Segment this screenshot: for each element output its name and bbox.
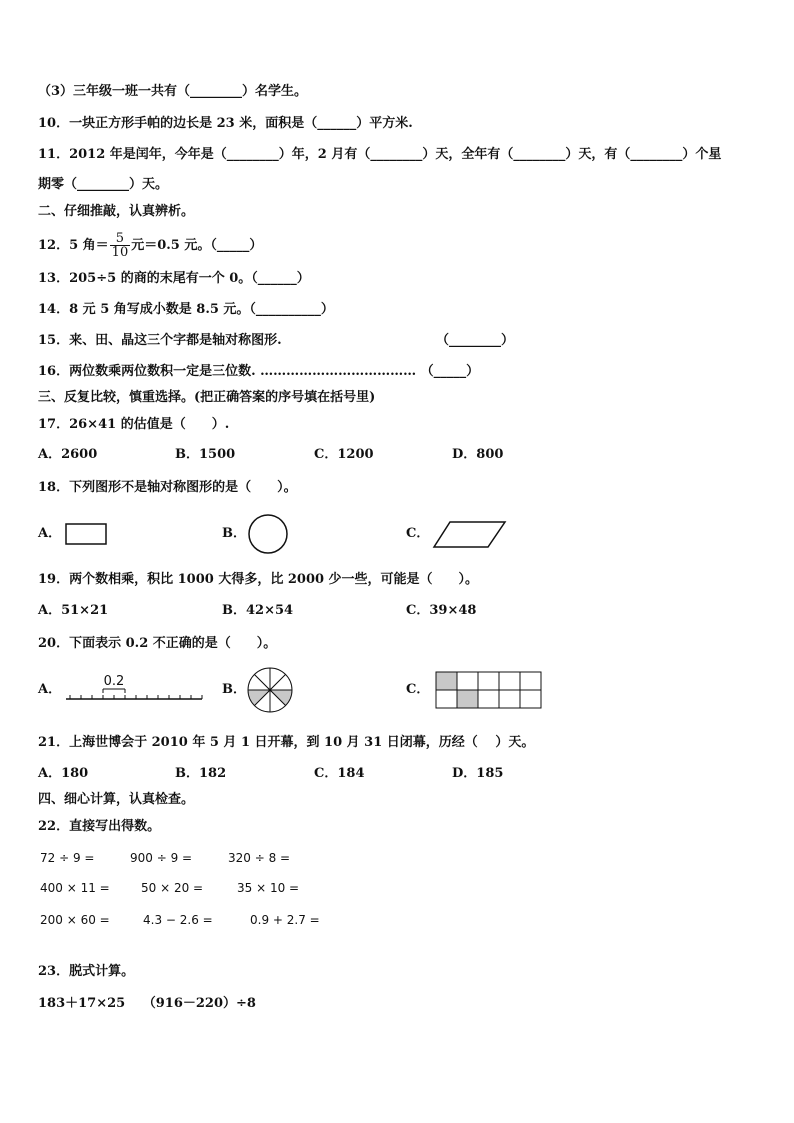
question-19: 19．两个数相乘，积比 1000 大得多，比 2000 少一些，可能是（ ）。 [38,572,479,587]
calc-expression: 4.3 − 2.6 = [143,913,213,927]
calc-expression: 50 × 20 = [141,881,204,895]
q18-label-c: C． [406,526,430,541]
section-3-heading: 三、反复比较，慎重选择。(把正确答案的序号填在括号里) [38,390,376,405]
section-2-heading: 二、仔细推敲，认真辨析。 [38,204,195,219]
grid-rectangle [434,670,546,710]
q18-label-a: A． [38,526,62,541]
pie-circle [246,666,294,714]
grid-cell [457,672,478,690]
q9-part3: （3）三年级一班一共有（________）名学生。 [38,84,308,99]
calc-expression: 35 × 10 = [237,881,300,895]
question-16: 16．两位数乘两位数积一定是三位数. ……………………………… （_____） [38,364,480,379]
calc-expression: 320 ÷ 8 = [228,851,291,865]
q20-label-a: A． [38,682,62,697]
calc-expression: 200 × 60 = [40,913,110,927]
question-18: 18．下列图形不是轴对称图形的是（ ）。 [38,480,297,495]
question-20: 20．下面表示 0.2 不正确的是（ ）。 [38,636,277,651]
grid-cell [436,672,457,690]
q21-option-c: C．184 [314,766,365,781]
parallelogram-shape [432,520,508,550]
question-15: 15．来、田、晶这三个字都是轴对称图形. [38,333,282,348]
q17-option-d: D．800 [452,447,504,462]
question-23: 23．脱式计算。 [38,964,135,979]
q15-answer-blank: （________） [436,333,515,348]
q12-numerator: 5 [110,232,131,246]
grid-cell [457,690,478,708]
calc-expression: 900 ÷ 9 = [130,851,193,865]
calc-expression: 72 ÷ 9 = [40,851,95,865]
q20-label-c: C． [406,682,430,697]
question-10: 10．一块正方形手帕的边长是 23 米，面积是（______）平方米. [38,116,413,131]
grid-cell [499,672,520,690]
grid-cell [478,690,499,708]
q12-fraction [110,232,131,259]
q19-option-b: B．42×54 [222,603,294,618]
question-14: 14．8 元 5 角写成小数是 8.5 元。（__________） [38,302,334,317]
grid-cell [520,690,541,708]
q12-denominator: 10 [111,245,129,260]
question-13: 13．205÷5 的商的末尾有一个 0。（______） [38,271,310,286]
question-22: 22．直接写出得数。 [38,819,161,834]
number-line-ruler [64,671,204,705]
question-17: 17．26×41 的估值是（ ）. [38,417,230,432]
q17-option-c: C．1200 [314,447,374,462]
question-11-line1: 11．2012 年是闰年，今年是（________）年，2 月有（________）天，全年有（________）天，有（________）个星 [38,147,722,162]
calc-expression: 0.9 + 2.7 = [250,913,320,927]
q21-option-b: B．182 [175,766,227,781]
q19-option-a: A．51×21 [38,603,109,618]
q17-option-a: A．2600 [38,447,98,462]
grid-cell [436,690,457,708]
grid-cell [478,672,499,690]
circle-shape [246,514,290,554]
q12-suffix: 元＝0.5 元。（_____） [131,238,263,253]
q17-option-b: B．1500 [175,447,236,462]
section-4-heading: 四、细心计算，认真检查。 [38,792,195,807]
calc-expression: 400 × 11 = [40,881,110,895]
grid-cell [499,690,520,708]
grid-cell [520,672,541,690]
q19-option-c: C．39×48 [406,603,477,618]
q18-label-b: B． [222,526,246,541]
q21-option-d: D．185 [452,766,504,781]
question-21: 21．上海世博会于 2010 年 5 月 1 日开幕，到 10 月 31 日闭幕，历经（ ）天。 [38,735,535,750]
question-11-line2: 期零（________）天。 [38,177,169,192]
ruler-label: 0.2 [103,674,125,689]
q12-prefix: 12．5 角＝ [38,238,109,253]
q23-expressions: 183＋17×25 （916－220）÷8 [38,996,256,1011]
q21-option-a: A．180 [38,766,89,781]
rectangle-shape [64,522,109,547]
question-12 [38,232,262,260]
q20-label-b: B． [222,682,246,697]
